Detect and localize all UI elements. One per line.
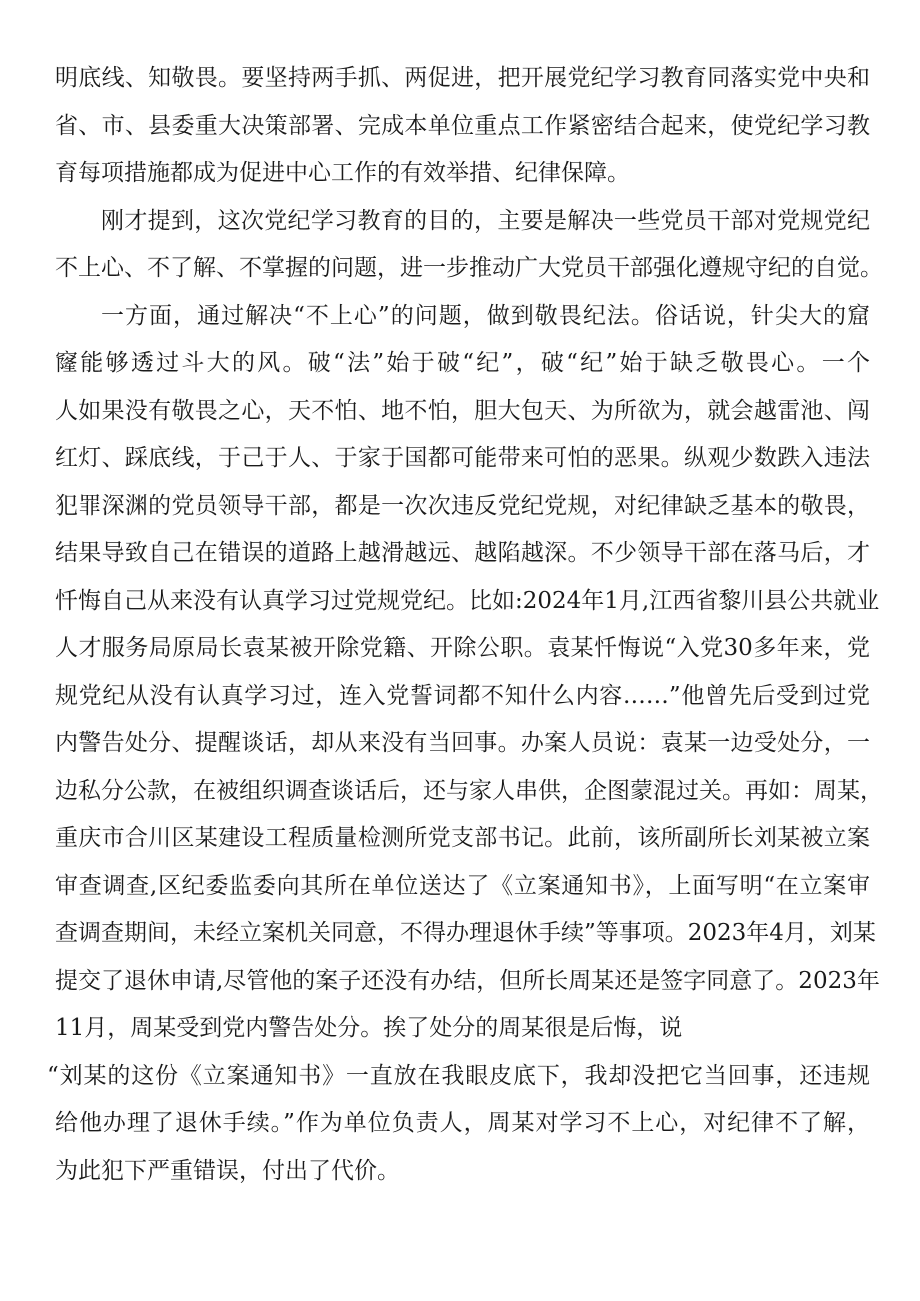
text-line: 人如果没有敬畏之心，天不怕、地不怕，胆大包天、为所欲为，就会越雷池、闯 bbox=[55, 397, 870, 424]
text-line: 规党纪从没有认真学习过，连入党誓词都不知什么内容……”他曾先后受到过党 bbox=[55, 682, 870, 709]
text-line: 提交了退休申请,尽管他的案子还没有办结，但所长周某还是签字同意了。2023年 bbox=[55, 967, 880, 994]
document-page bbox=[47, 55, 883, 1195]
text-line: 不上心、不了解、不掌握的问题，进一步推动广大党员干部强化遵规守纪的自觉。 bbox=[55, 255, 883, 281]
text-line: 内警告处分、提醒谈话，却从来没有当回事。办案人员说：袁某一边受处分，一 bbox=[55, 730, 870, 756]
text-line: 红灯、踩底线，于己于人、于家于国都可能带来可怕的恶果。纵观少数跌入违法 bbox=[55, 445, 870, 471]
text-line: 边私分公款，在被组织调查谈话后，还与家人串供，企图蒙混过关。再如：周某， bbox=[55, 777, 883, 804]
text-line: 明底线、知敬畏。要坚持两手抓、两促进，把开展党纪学习教育同落实党中央和 bbox=[55, 65, 870, 91]
text-line: 犯罪深渊的党员领导干部，都是一次次违反党纪党规，对纪律缺乏基本的敬畏， bbox=[55, 492, 870, 519]
text-line: 查调查期间，未经立案机关同意，不得办理退休手续”等事项。2023年4月，刘某 bbox=[55, 920, 876, 946]
text-line: 结果导致自己在错误的道路上越滑越远、越陷越深。不少领导干部在落马后，才 bbox=[55, 540, 870, 566]
text-line: 为此犯下严重错误，付出了代价。 bbox=[55, 1157, 400, 1184]
text-line: 窿能够透过斗大的风。破“法”始于破“纪”，破“纪”始于缺乏敬畏心。一个 bbox=[55, 350, 870, 376]
paragraph bbox=[55, 55, 870, 198]
text-line: 审查调查,区纪委监委向其所在单位送达了《立案通知书》，上面写明“在立案审 bbox=[55, 872, 870, 899]
text-line: 忏悔自己从来没有认真学习过党规党纪。比如:2024年1月,江西省黎川县公共就业 bbox=[55, 587, 880, 614]
text-line: 一方面，通过解决“不上心”的问题，做到敬畏纪法。俗话说，针尖大的窟 bbox=[101, 302, 870, 329]
text-line: 重庆市合川区某建设工程质量检测所党支部书记。此前，该所副所长刘某被立案 bbox=[55, 825, 870, 851]
text-line: 刚才提到，这次党纪学习教育的目的，主要是解决一些党员干部对党规党纪 bbox=[101, 207, 870, 234]
text-line: 省、市、县委重大决策部署、完成本单位重点工作紧密结合起来，使党纪学习教 bbox=[55, 112, 870, 139]
text-line: “刘某的这份《立案通知书》一直放在我眼皮底下，我却没把它当回事，还违规 bbox=[47, 1062, 870, 1089]
text-line: 育每项措施都成为促进中心工作的有效举措、纪律保障。 bbox=[55, 160, 630, 186]
text-line: 给他办理了退休手续。”作为单位负责人，周某对学习不上心，对纪律不了解， bbox=[55, 1110, 870, 1136]
text-line: 人才服务局原局长袁某被开除党籍、开除公职。袁某忏悔说“入党30多年来，党 bbox=[55, 635, 870, 661]
paragraph bbox=[55, 198, 883, 293]
paragraph bbox=[47, 293, 883, 1196]
text-line: 11月，周某受到党内警告处分。挨了处分的周某很是后悔，说 bbox=[55, 1015, 683, 1041]
